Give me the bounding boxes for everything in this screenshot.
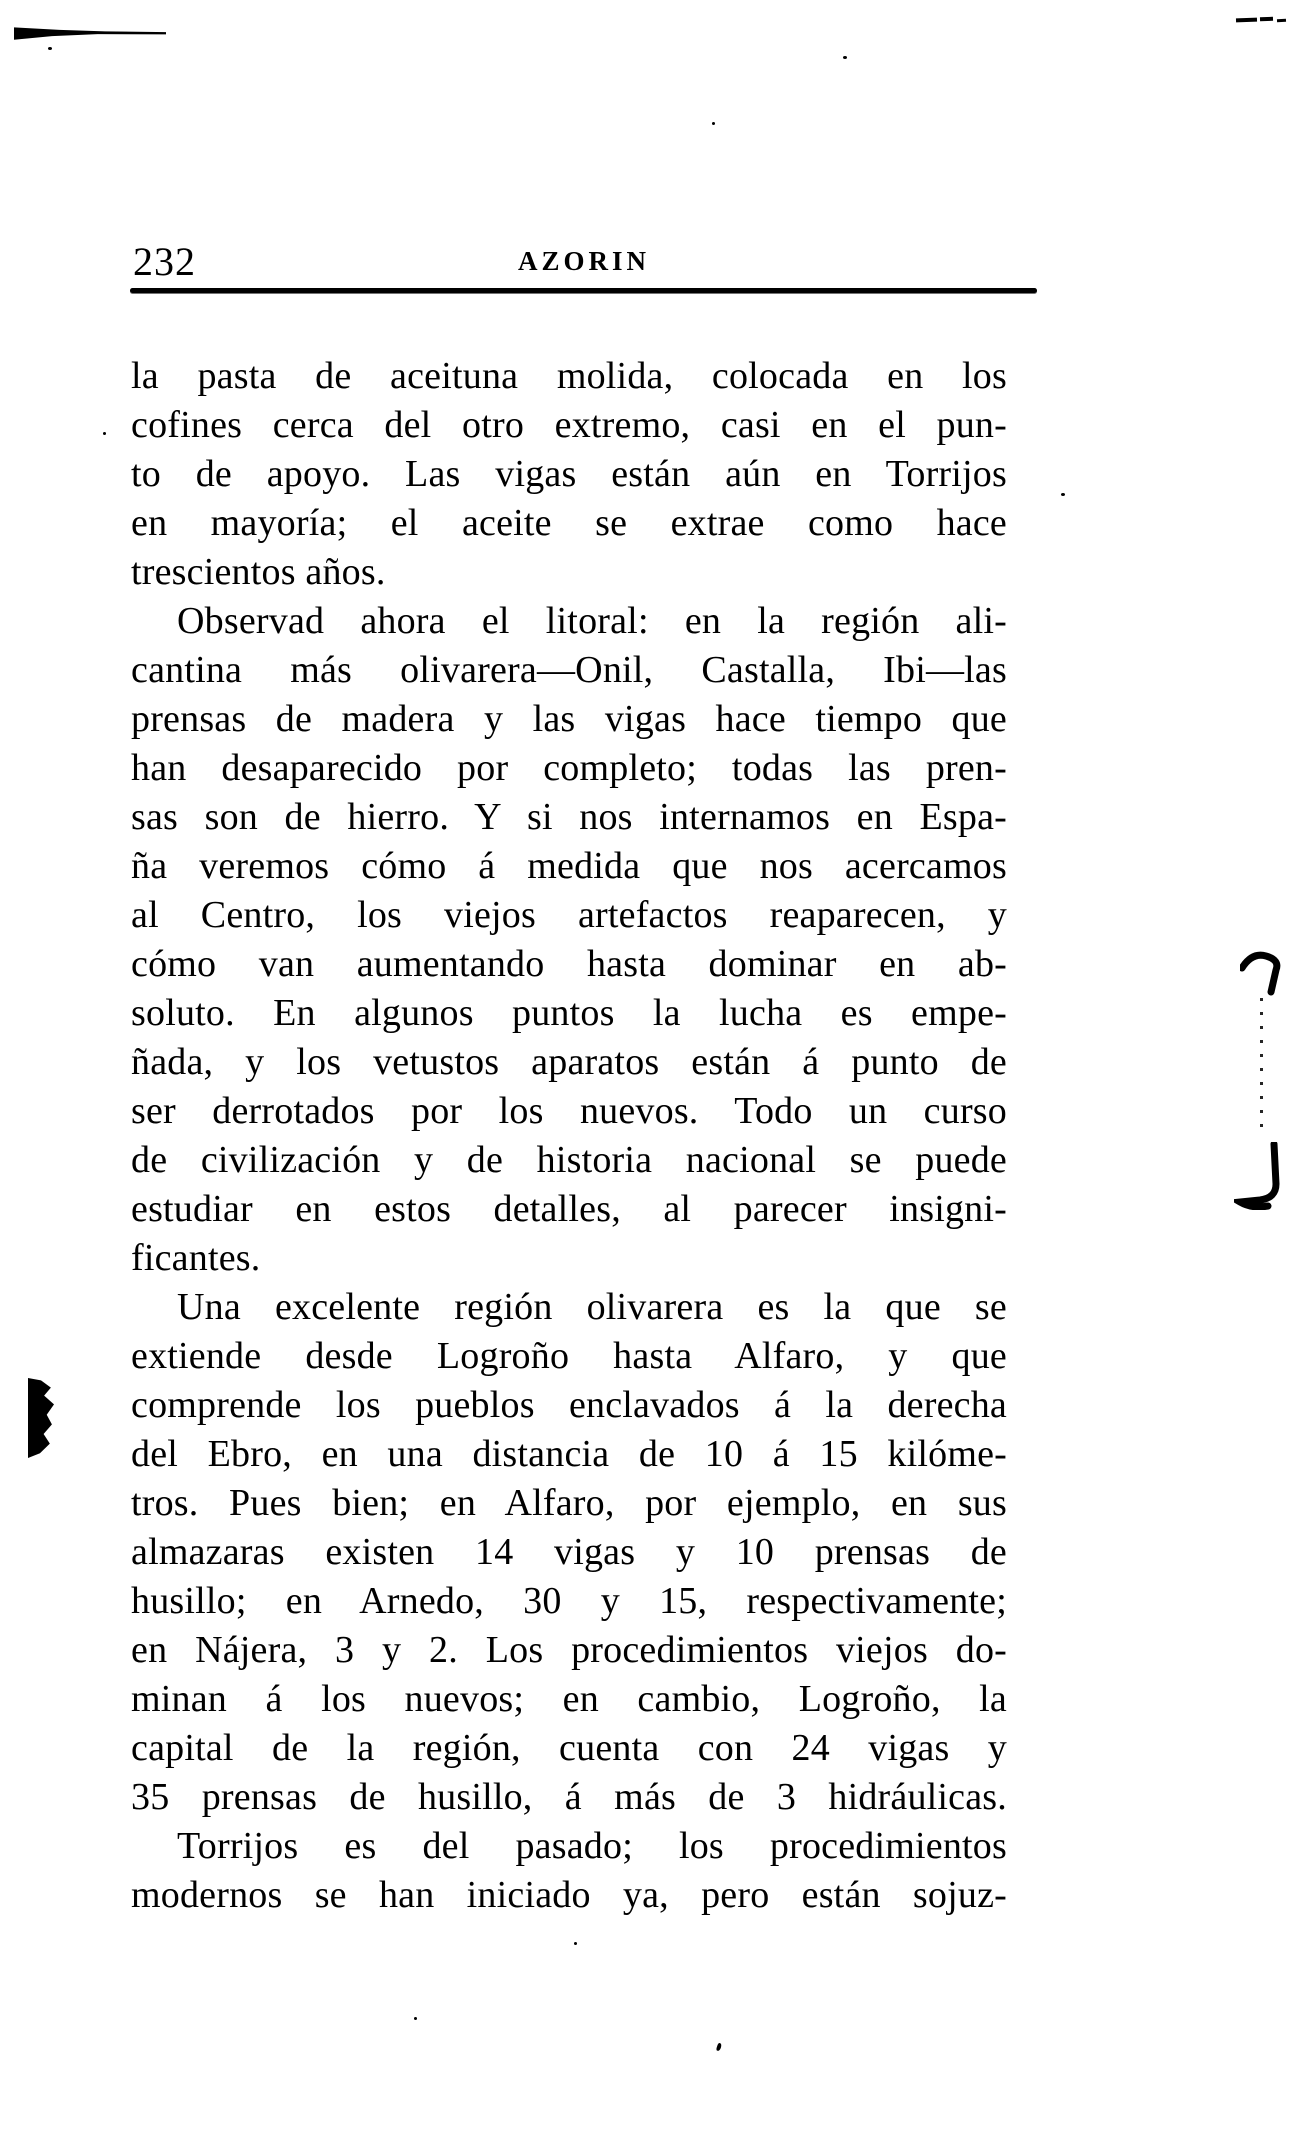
ink-dash-top-right	[1277, 19, 1286, 22]
text-line: en Nájera, 3 y 2. Los procedimientos viejos do-	[131, 1629, 1007, 1671]
ink-blob-left-margin	[28, 1378, 54, 1458]
text-line: del Ebro, en una distancia de 10 á 15 kilóme-	[131, 1433, 1007, 1475]
ink-dot-top-left	[48, 47, 52, 50]
ink-dash-top-right	[1236, 18, 1257, 23]
text-line: modernos se han iniciado ya, pero están sojuz-	[131, 1874, 1007, 1916]
margin-pen-mark-lower	[1234, 1142, 1286, 1210]
margin-dotted-trail	[1260, 998, 1263, 1138]
text-line: comprende los pueblos enclavados á la derecha	[131, 1384, 1007, 1426]
text-line: estudiar en estos detalles, al parecer insigni-	[131, 1188, 1007, 1230]
text-line: Observad ahora el litoral: en la región ali-	[177, 600, 1007, 642]
text-line: minan á los nuevos; en cambio, Logroño, la	[131, 1678, 1007, 1720]
paper-speck	[712, 122, 715, 125]
text-line: tros. Pues bien; en Alfaro, por ejemplo, en sus	[131, 1482, 1007, 1524]
ink-smudge-top-left	[14, 26, 166, 40]
text-line: Torrijos es del pasado; los procedimientos	[177, 1825, 1007, 1867]
text-line: en mayoría; el aceite se extrae como hace	[131, 502, 1007, 544]
page-number: 232	[133, 239, 196, 284]
page-header	[131, 236, 1037, 288]
margin-pen-mark-upper	[1240, 948, 1284, 996]
header-rule	[130, 288, 1037, 293]
text-line: cofines cerca del otro extremo, casi en el pun-	[131, 404, 1007, 446]
text-line: ñada, y los vetustos aparatos están á punto de	[131, 1041, 1007, 1083]
text-line: soluto. En algunos puntos la lucha es empe-	[131, 992, 1007, 1034]
text-line: capital de la región, cuenta con 24 vigas y	[131, 1727, 1007, 1769]
text-line: to de apoyo. Las vigas están aún en Torrijos	[131, 453, 1007, 495]
paper-speck	[103, 432, 106, 435]
text-line: han desaparecido por completo; todas las pren-	[131, 747, 1007, 789]
text-line: ña veremos cómo á medida que nos acercamos	[131, 845, 1007, 887]
text-line: de civilización y de historia nacional se puede	[131, 1139, 1007, 1181]
text-line: sas son de hierro. Y si nos internamos en Espa-	[131, 796, 1007, 838]
text-line: al Centro, los viejos artefactos reaparecen, y	[131, 894, 1007, 936]
running-head-title: AZORIN	[517, 246, 650, 276]
paper-speck	[843, 56, 847, 59]
ink-dash-top-right	[1260, 17, 1273, 21]
paper-speck	[1061, 493, 1065, 496]
text-line: ser derrotados por los nuevos. Todo un curso	[131, 1090, 1007, 1132]
text-line: Una excelente región olivarera es la que se	[177, 1286, 1007, 1328]
text-line: 35 prensas de husillo, á más de 3 hidráulicas.	[131, 1776, 1007, 1818]
text-line: cómo van aumentando hasta dominar en ab-	[131, 943, 1007, 985]
text-line: cantina más olivarera—Onil, Castalla, Ibi—las	[131, 649, 1007, 691]
paper-speck	[574, 1942, 577, 1945]
text-line: husillo; en Arnedo, 30 y 15, respectivamente;	[131, 1580, 1007, 1622]
text-line: ficantes.	[131, 1237, 261, 1279]
paper-speck	[414, 2017, 417, 2020]
text-line: trescientos años.	[131, 551, 386, 593]
text-line: extiende desde Logroño hasta Alfaro, y que	[131, 1335, 1007, 1377]
text-line: prensas de madera y las vigas hace tiempo que	[131, 698, 1007, 740]
text-line: la pasta de aceituna molida, colocada en los	[131, 355, 1007, 397]
body-text-block	[131, 352, 1007, 1920]
text-line: almazaras existen 14 vigas y 10 prensas de	[131, 1531, 1007, 1573]
paper-speck	[716, 2043, 722, 2052]
